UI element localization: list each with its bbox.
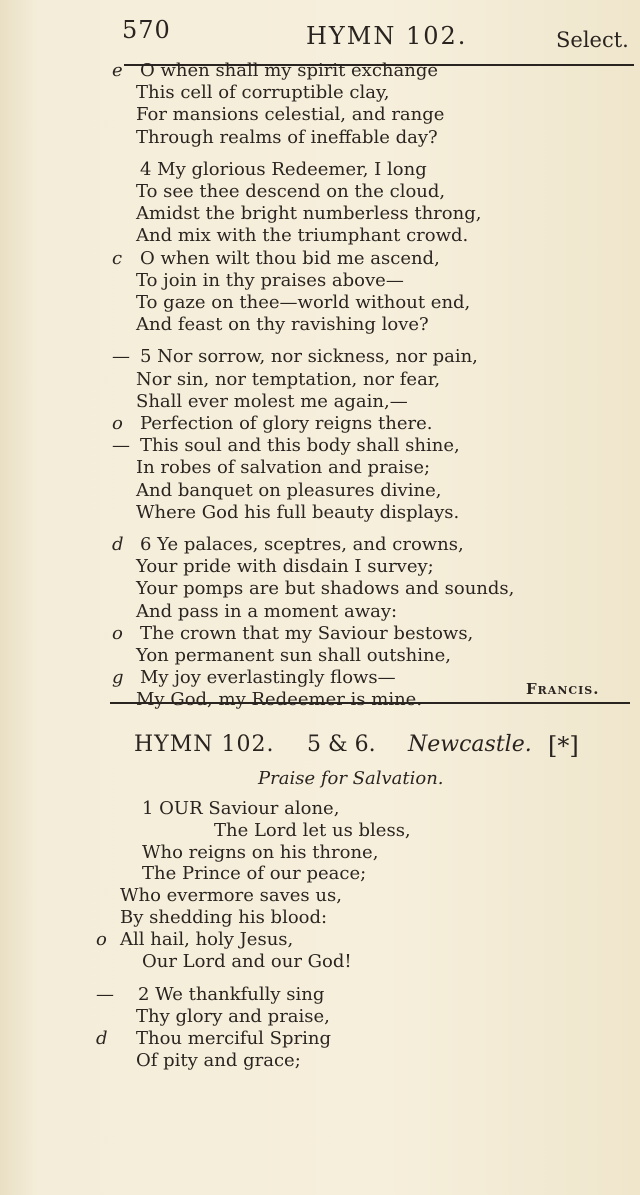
verse-text: Our Lord and our God! bbox=[142, 950, 352, 972]
verse-line bbox=[0, 292, 640, 314]
verse-text: All hail, holy Jesus, bbox=[120, 928, 294, 950]
hymn-meter: 5 & 6. bbox=[307, 732, 376, 757]
verse-text: Your pride with disdain I survey; bbox=[136, 556, 434, 578]
verse-text: O when shall my spirit exchange bbox=[140, 60, 439, 81]
verse-text: The crown that my Saviour bestows, bbox=[140, 622, 474, 644]
verse-text: O when wilt thou bid me ascend, bbox=[140, 247, 440, 269]
verse-text: Nor sin, nor temptation, nor fear, bbox=[136, 368, 441, 390]
verse-line bbox=[0, 435, 640, 457]
verse-text: Amidst the bright numberless throng, bbox=[136, 203, 482, 225]
verse-text: To gaze on thee—world without end, bbox=[136, 291, 471, 313]
verse-text: 2 We thankfully sing bbox=[138, 984, 325, 1006]
dynamic-mark: — bbox=[96, 984, 114, 1006]
dynamic-mark: o bbox=[112, 412, 123, 434]
verse-text: Perfection of glory reigns there. bbox=[140, 412, 433, 434]
verse-line bbox=[0, 534, 640, 556]
verse-line bbox=[0, 645, 640, 667]
verse-line bbox=[0, 1006, 640, 1028]
verse-line bbox=[0, 820, 640, 842]
stanza bbox=[0, 984, 640, 1071]
verse-line bbox=[0, 457, 640, 479]
dynamic-mark: o bbox=[112, 622, 123, 644]
verse-text: By shedding his blood: bbox=[120, 906, 328, 928]
hymn-subtitle: Praise for Salvation. bbox=[258, 768, 444, 789]
verse-line bbox=[0, 159, 640, 181]
verse-line bbox=[0, 885, 640, 907]
dynamic-mark: — bbox=[112, 346, 130, 368]
verse-line bbox=[0, 578, 640, 600]
verse-line bbox=[0, 181, 640, 203]
verse-line bbox=[0, 104, 640, 126]
verse-line bbox=[0, 369, 640, 391]
verse-text: Thy glory and praise, bbox=[136, 1006, 330, 1028]
verse-line bbox=[0, 623, 640, 645]
verse-line bbox=[0, 413, 640, 435]
verse-text: And banquet on pleasures divine, bbox=[136, 479, 442, 501]
verse-line bbox=[0, 907, 640, 929]
verse-text: 1 OUR Saviour alone, bbox=[142, 798, 340, 819]
verse-text: The Lord let us bless, bbox=[214, 819, 411, 841]
verse-line bbox=[0, 270, 640, 292]
verse-text: 5 Nor sorrow, nor sickness, nor pain, bbox=[140, 346, 478, 368]
verse-line bbox=[0, 863, 640, 885]
verse-text: Who reigns on his throne, bbox=[142, 841, 379, 863]
verse-text: This cell of corruptible clay, bbox=[136, 82, 390, 104]
dynamic-mark: g bbox=[112, 667, 124, 689]
verse-line bbox=[0, 346, 640, 368]
verse-line bbox=[0, 203, 640, 225]
verse-text: 6 Ye palaces, sceptres, and crowns, bbox=[140, 534, 464, 555]
hymn-divider-rule bbox=[110, 702, 630, 704]
dynamic-mark: o bbox=[96, 928, 107, 950]
hymn-heading bbox=[0, 730, 640, 764]
page-header bbox=[0, 14, 640, 58]
stanza bbox=[0, 798, 640, 972]
verse-line bbox=[0, 798, 640, 820]
verse-line bbox=[0, 951, 640, 973]
verse-text: Who evermore saves us, bbox=[120, 885, 342, 907]
stanza bbox=[0, 60, 640, 149]
verse-line bbox=[0, 248, 640, 270]
dynamic-mark: e bbox=[112, 60, 123, 81]
verse-line bbox=[0, 502, 640, 524]
verse-line bbox=[0, 391, 640, 413]
verse-text: To see thee descend on the cloud, bbox=[136, 180, 446, 202]
verse-line bbox=[0, 1050, 640, 1072]
verse-text: Shall ever molest me again,— bbox=[136, 390, 408, 412]
verse-text: Your pomps are but shadows and sounds, bbox=[136, 578, 515, 600]
verse-text: Of pity and grace; bbox=[136, 1049, 301, 1071]
verse-text: Yon permanent sun shall outshine, bbox=[136, 644, 451, 666]
verse-line bbox=[0, 314, 640, 336]
verse-text: In robes of salvation and praise; bbox=[136, 457, 431, 479]
running-title: HYMN 102. bbox=[306, 22, 468, 50]
verse-text: My joy everlastingly flows— bbox=[140, 667, 396, 689]
verse-line bbox=[0, 842, 640, 864]
verse-line bbox=[0, 127, 640, 149]
author-attribution: Francis. bbox=[526, 680, 600, 698]
verse-line bbox=[0, 929, 640, 951]
dynamic-mark: — bbox=[112, 435, 130, 457]
dynamic-mark: d bbox=[112, 534, 124, 555]
verse-line bbox=[0, 984, 640, 1006]
page-number: 570 bbox=[122, 16, 171, 44]
dynamic-mark: c bbox=[112, 247, 123, 269]
verse-text: Through realms of ineffable day? bbox=[136, 126, 438, 148]
verse-text: The Prince of our peace; bbox=[142, 863, 367, 885]
section-label: Select. bbox=[556, 28, 629, 52]
verse-line bbox=[0, 82, 640, 104]
verse-line bbox=[0, 225, 640, 247]
dynamic-mark: d bbox=[96, 1027, 108, 1049]
verse-text: Where God his full beauty displays. bbox=[136, 501, 460, 523]
hymn-tune: Newcastle. bbox=[408, 732, 532, 757]
verse-text: My God, my Redeemer is mine. bbox=[136, 689, 423, 711]
verse-text: And feast on thy ravishing love? bbox=[136, 314, 429, 336]
verse-line bbox=[0, 556, 640, 578]
stanza bbox=[0, 346, 640, 524]
stanza bbox=[0, 159, 640, 337]
verse-line bbox=[0, 60, 640, 82]
hymn-title: HYMN 102. bbox=[134, 732, 275, 757]
verse-text: 4 My glorious Redeemer, I long bbox=[140, 158, 427, 180]
verse-text: And pass in a moment away: bbox=[136, 600, 398, 622]
verse-text: For mansions celestial, and range bbox=[136, 104, 445, 126]
verse-line bbox=[0, 1028, 640, 1050]
hymn-asterisk: [*] bbox=[548, 732, 579, 760]
verse-text: To join in thy praises above— bbox=[136, 269, 404, 291]
verse-text: And mix with the triumphant crowd. bbox=[136, 225, 469, 247]
verse-text: This soul and this body shall shine, bbox=[140, 435, 460, 457]
verse-text: Thou merciful Spring bbox=[136, 1027, 331, 1049]
verse-line bbox=[0, 480, 640, 502]
verse-line bbox=[0, 601, 640, 623]
